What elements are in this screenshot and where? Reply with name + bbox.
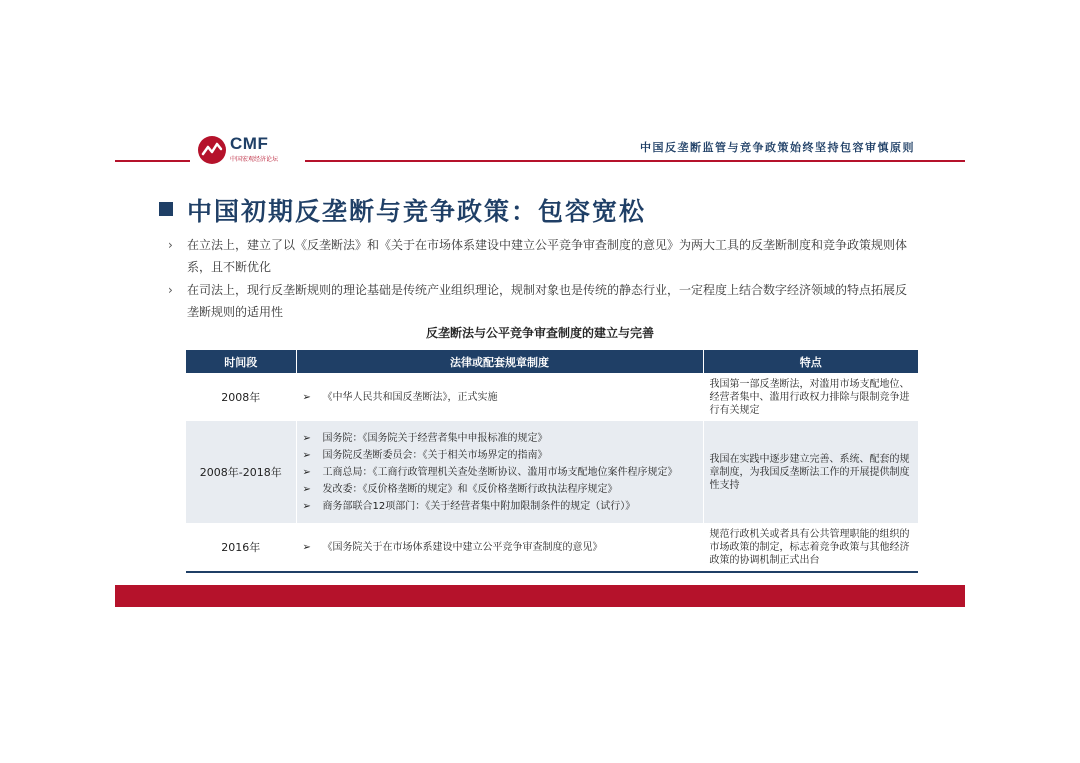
table-row [186,523,918,572]
header-rule-left [115,160,190,162]
chevron-right-icon: › [168,283,173,297]
law-text: 国务院：《国务院关于经营者集中申报标准的规定》 [322,432,548,444]
header-rule-right [305,160,965,162]
bullet-item [168,279,918,323]
arrow-bullet-icon: ➢ [302,449,311,461]
feature-cell: 规范行政机关或者具有公共管理职能的组织的市场政策的制定，标志着竞争政策与其他经济政策的协调机制正式出台 [703,523,918,572]
period-cell: 2008年-2018年 [186,421,296,523]
law-item [303,481,697,498]
bullet-text: 在司法上，现行反垄断规则的理论基础是传统产业组织理论，规制对象也是传统的静态行业，一定程度上结合数字经济领域的特点拓展反垄断规则的适用性 [187,283,908,319]
cmf-logo [198,136,293,168]
law-item [303,539,697,556]
law-text: 《中华人民共和国反垄断法》，正式实施 [322,391,498,403]
arrow-bullet-icon: ➢ [302,500,311,512]
period-cell: 2016年 [186,523,296,572]
logo-subtitle: 中国宏观经济论坛 [230,156,279,163]
arrow-bullet-icon: ➢ [302,391,311,403]
arrow-bullet-icon: ➢ [302,541,311,553]
bullet-item [168,234,918,278]
law-item [303,498,697,515]
table-title: 反垄断法与公平竞争审查制度的建立与完善 [425,326,654,340]
footer-bar [115,585,965,607]
laws-cell [296,523,703,572]
feature-cell: 我国在实践中逐步建立完善、系统、配套的规章制度，为我国反垄断法工作的开展提供制度性支持 [703,421,918,523]
arrow-bullet-icon: ➢ [302,483,311,495]
column-header-laws: 法律或配套规章制度 [296,350,703,373]
chevron-right-icon: › [168,238,173,252]
law-text: 《国务院关于在市场体系建设中建立公平竞争审查制度的意见》 [322,541,603,553]
law-item [303,464,697,481]
law-item [303,430,697,447]
cmf-logo-icon [198,136,226,164]
law-text: 工商总局：《工商行政管理机关查处垄断协议、滥用市场支配地位案件程序规定》 [322,466,678,478]
logo-text: CMF [230,134,269,153]
feature-cell: 我国第一部反垄断法，对滥用市场支配地位、经营者集中、滥用行政权力排除与限制竞争进行有关规定 [703,373,918,421]
rules-table [186,350,918,573]
table-row [186,421,918,523]
header-title: 中国反垄断监管与竞争政策始终坚持包容审慎原则 [640,141,915,154]
law-text: 发改委：《反价格垄断的规定》和《反价格垄断行政执法程序规定》 [322,483,618,495]
law-item [303,447,697,464]
column-header-period: 时间段 [186,350,296,373]
column-header-features: 特点 [703,350,918,373]
page-title: 中国初期反垄断与竞争政策：包容宽松 [187,197,647,226]
law-item [303,389,697,406]
title-square-icon [159,202,173,216]
bullet-text: 在立法上，建立了以《反垄断法》和《关于在市场体系建设中建立公平竞争审查制度的意见》为两大工具的反垄断制度和竞争政策规则体系，且不断优化 [187,238,908,274]
period-cell: 2008年 [186,373,296,421]
arrow-bullet-icon: ➢ [302,466,311,478]
laws-cell [296,421,703,523]
table-row [186,373,918,421]
law-text: 国务院反垄断委员会：《关于相关市场界定的指南》 [322,449,548,461]
law-text: 商务部联合12项部门：《关于经营者集中附加限制条件的规定（试行）》 [322,500,636,512]
laws-cell [296,373,703,421]
table-header-row [186,350,918,373]
arrow-bullet-icon: ➢ [302,432,311,444]
